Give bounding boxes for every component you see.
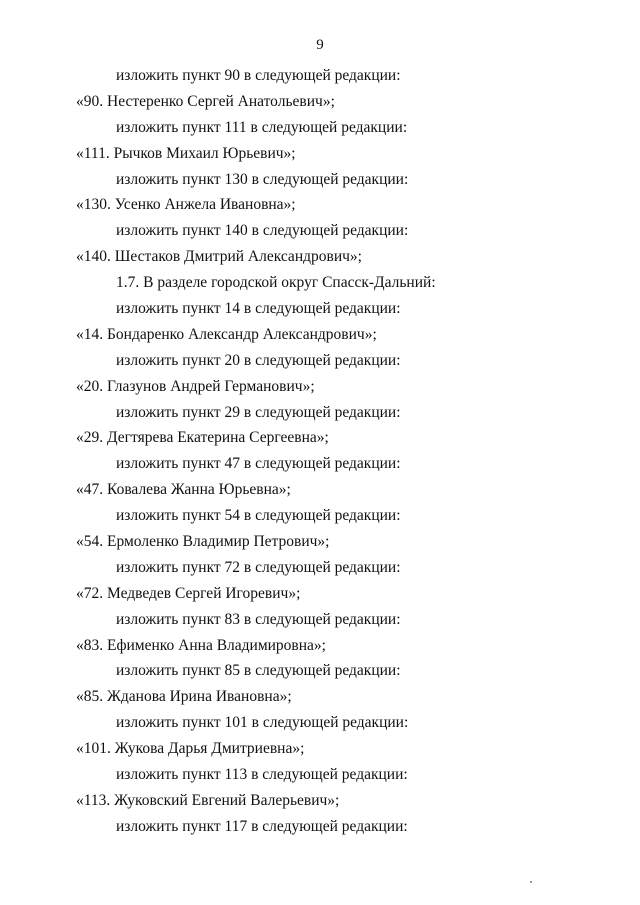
instruction-line: изложить пункт 29 в следующей редакции: (116, 403, 401, 421)
entry-line: «83. Ефименко Анна Владимировна»; (76, 636, 326, 654)
entry-line: «101. Жукова Дарья Дмитриевна»; (76, 740, 305, 758)
entry-line: «54. Ермоленко Владимир Петрович»; (76, 533, 330, 551)
instruction-line: изложить пункт 54 в следующей редакции: (116, 507, 401, 525)
page-number: 9 (316, 37, 324, 53)
instruction-line: изложить пункт 130 в следующей редакции: (116, 170, 409, 188)
section-heading: 1.7. В разделе городской округ Спасск-Дальний: (116, 274, 436, 292)
entry-line: «29. Дегтярева Екатерина Сергеевна»; (76, 429, 329, 447)
instruction-line: изложить пункт 47 в следующей редакции: (116, 455, 401, 473)
instruction-line: изложить пункт 117 в следующей редакции: (116, 817, 408, 835)
entry-line: «140. Шестаков Дмитрий Александрович»; (76, 248, 362, 266)
instruction-line: изложить пункт 83 в следующей редакции: (116, 610, 401, 628)
instruction-line: изложить пункт 72 в следующей редакции: (116, 558, 401, 576)
scan-speck (530, 881, 532, 883)
entry-line: «85. Жданова Ирина Ивановна»; (76, 688, 292, 706)
entry-line: «90. Нестеренко Сергей Анатольевич»; (76, 92, 335, 110)
entry-line: «111. Рычков Михаил Юрьевич»; (76, 144, 296, 162)
instruction-line: изложить пункт 85 в следующей редакции: (116, 662, 401, 680)
instruction-line: изложить пункт 90 в следующей редакции: (116, 67, 401, 84)
instruction-line: изложить пункт 14 в следующей редакции: (116, 300, 401, 318)
instruction-line: изложить пункт 20 в следующей редакции: (116, 351, 401, 369)
instruction-line: изложить пункт 101 в следующей редакции: (116, 714, 409, 732)
entry-line: «47. Ковалева Жанна Юрьевна»; (76, 481, 291, 499)
entry-line: «113. Жуковский Евгений Валерьевич»; (76, 791, 340, 809)
entry-line: «130. Усенко Анжела Ивановна»; (76, 196, 296, 214)
instruction-line: изложить пункт 140 в следующей редакции: (116, 222, 409, 240)
entry-line: «72. Медведев Сергей Игоревич»; (76, 584, 301, 602)
document-body (0, 66, 640, 843)
entry-line: «20. Глазунов Андрей Германович»; (76, 377, 315, 395)
instruction-line: изложить пункт 111 в следующей редакции: (116, 118, 408, 136)
instruction-line: изложить пункт 113 в следующей редакции: (116, 766, 408, 784)
entry-line: «14. Бондаренко Александр Александрович»; (76, 325, 377, 343)
